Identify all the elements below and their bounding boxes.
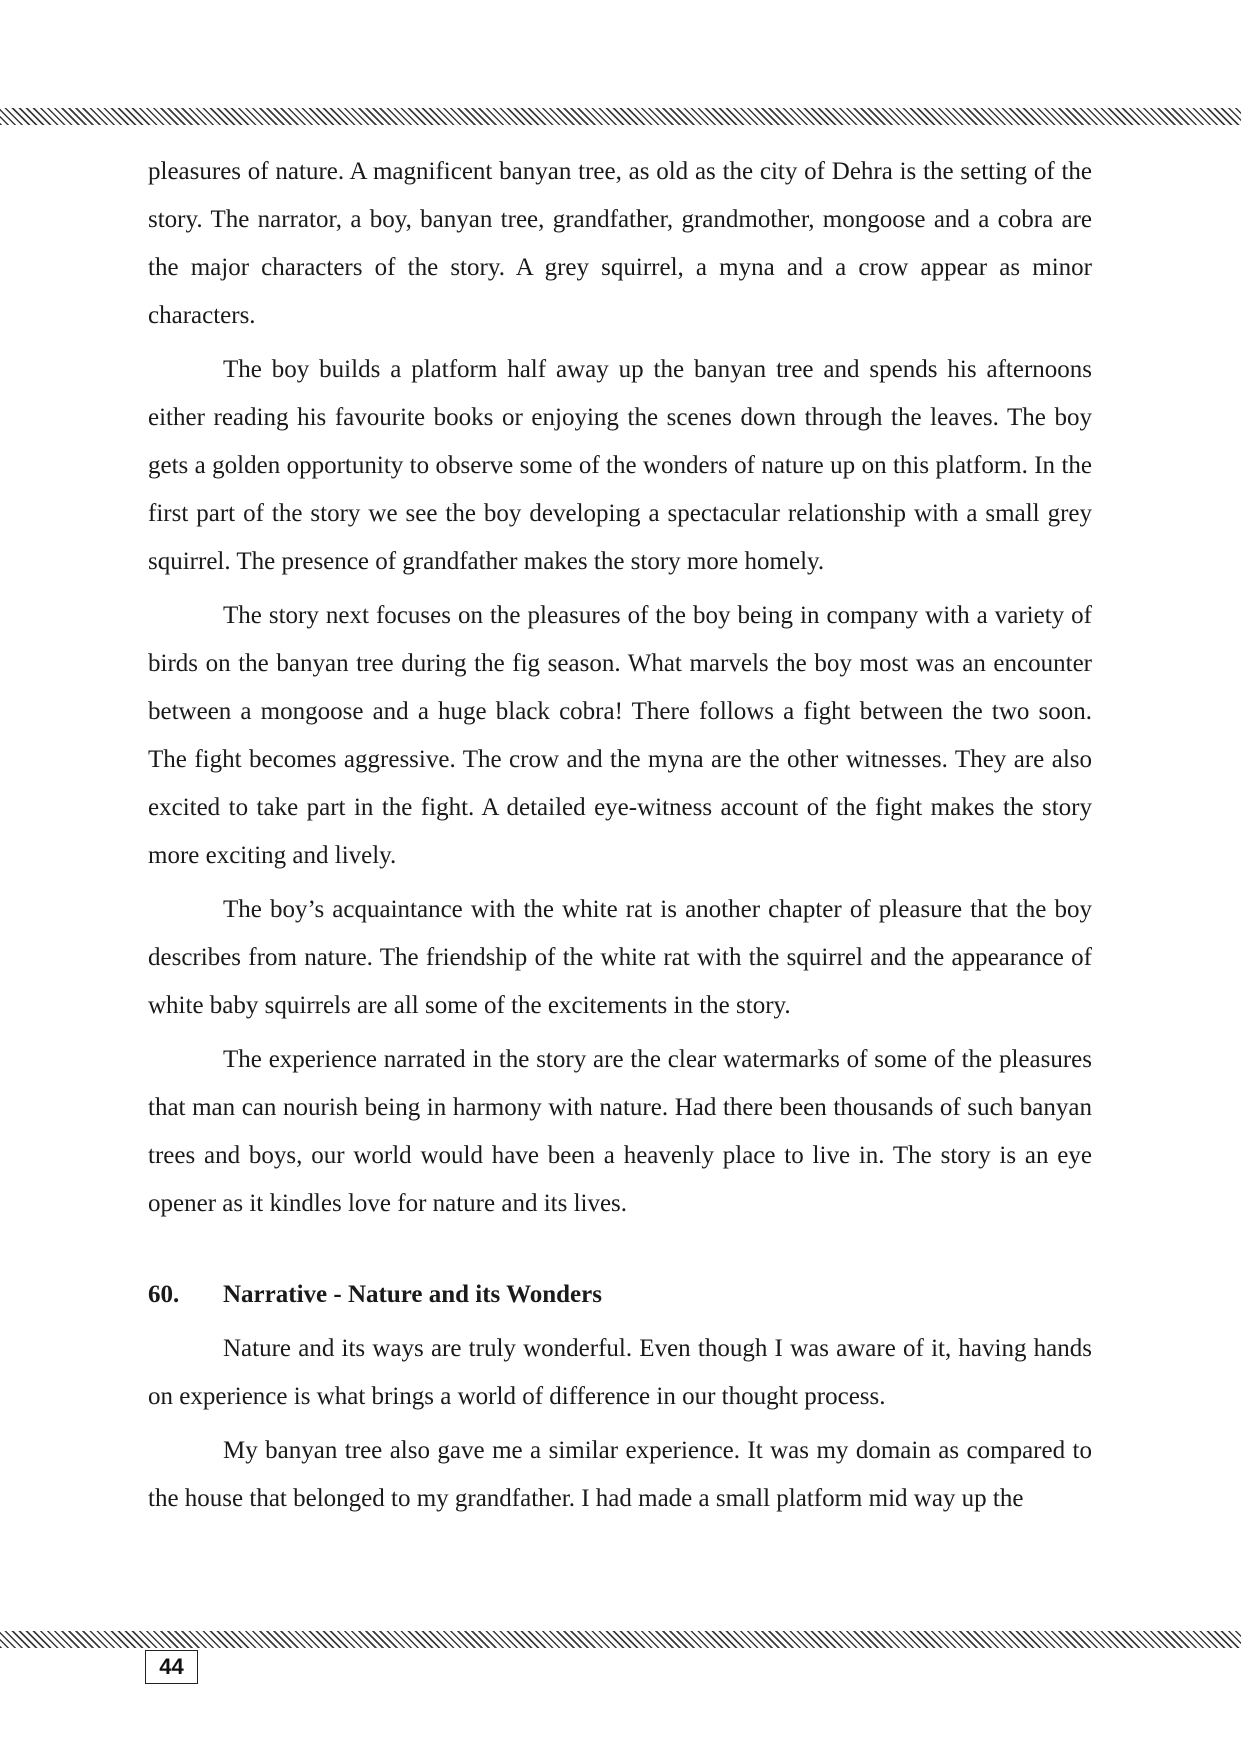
- paragraph: Nature and its ways are truly wonderful. Even though I was aware of it, having hands on experience is what brings a world of difference in our thought process.: [148, 1335, 1092, 1410]
- paragraph: The boy builds a platform half away up the banyan tree and spends his afternoons either reading his favourite books or enjoying the scenes down through the leaves. The boy gets a golden opportunity to observe some of the wonders of nature up on this platform. In the first part of the story we see the boy developing a spectacular relationship with a small grey squirrel. The presence of grandfather makes the story more homely.: [148, 356, 1092, 575]
- page-number: 44: [145, 1650, 198, 1684]
- section-heading: [148, 1271, 1092, 1319]
- section-number: 60.: [148, 1281, 180, 1308]
- section-title: Narrative - Nature and its Wonders: [223, 1281, 602, 1308]
- paragraph: The story next focuses on the pleasures of the boy being in company with a variety of birds on the banyan tree during the fig season. What marvels the boy most was an encounter between a mongoose and a huge black cobra! There follows a fight between the two soon. The fight becomes aggressive. The crow and the myna are the other witnesses. They are also excited to take part in the fight. A detailed eye-witness account of the fight makes the story more exciting and lively.: [148, 602, 1092, 869]
- paragraph: pleasures of nature. A magnificent banyan tree, as old as the city of Dehra is the setting of the story. The narrator, a boy, banyan tree, grandfather, grandmother, mongoose and a cobra are the major characters of the story. A grey squirrel, a myna and a crow appear as minor characters.: [148, 158, 1092, 329]
- bottom-hatched-border: [0, 1631, 1241, 1648]
- top-hatched-border: [0, 108, 1241, 125]
- paragraph: The boy’s acquaintance with the white rat is another chapter of pleasure that the boy describes from nature. The friendship of the white rat with the squirrel and the appearance of white baby squirrels are all some of the excitements in the story.: [148, 896, 1092, 1019]
- paragraph: My banyan tree also gave me a similar experience. It was my domain as compared to the house that belonged to my grandfather. I had made a small platform mid way up the: [148, 1437, 1092, 1512]
- page-body: [148, 148, 1092, 1529]
- paragraph: The experience narrated in the story are the clear watermarks of some of the pleasures that man can nourish being in harmony with nature. Had there been thousands of such banyan trees and boys, our world would have been a heavenly place to live in. The story is an eye opener as it kindles love for nature and its lives.: [148, 1046, 1092, 1217]
